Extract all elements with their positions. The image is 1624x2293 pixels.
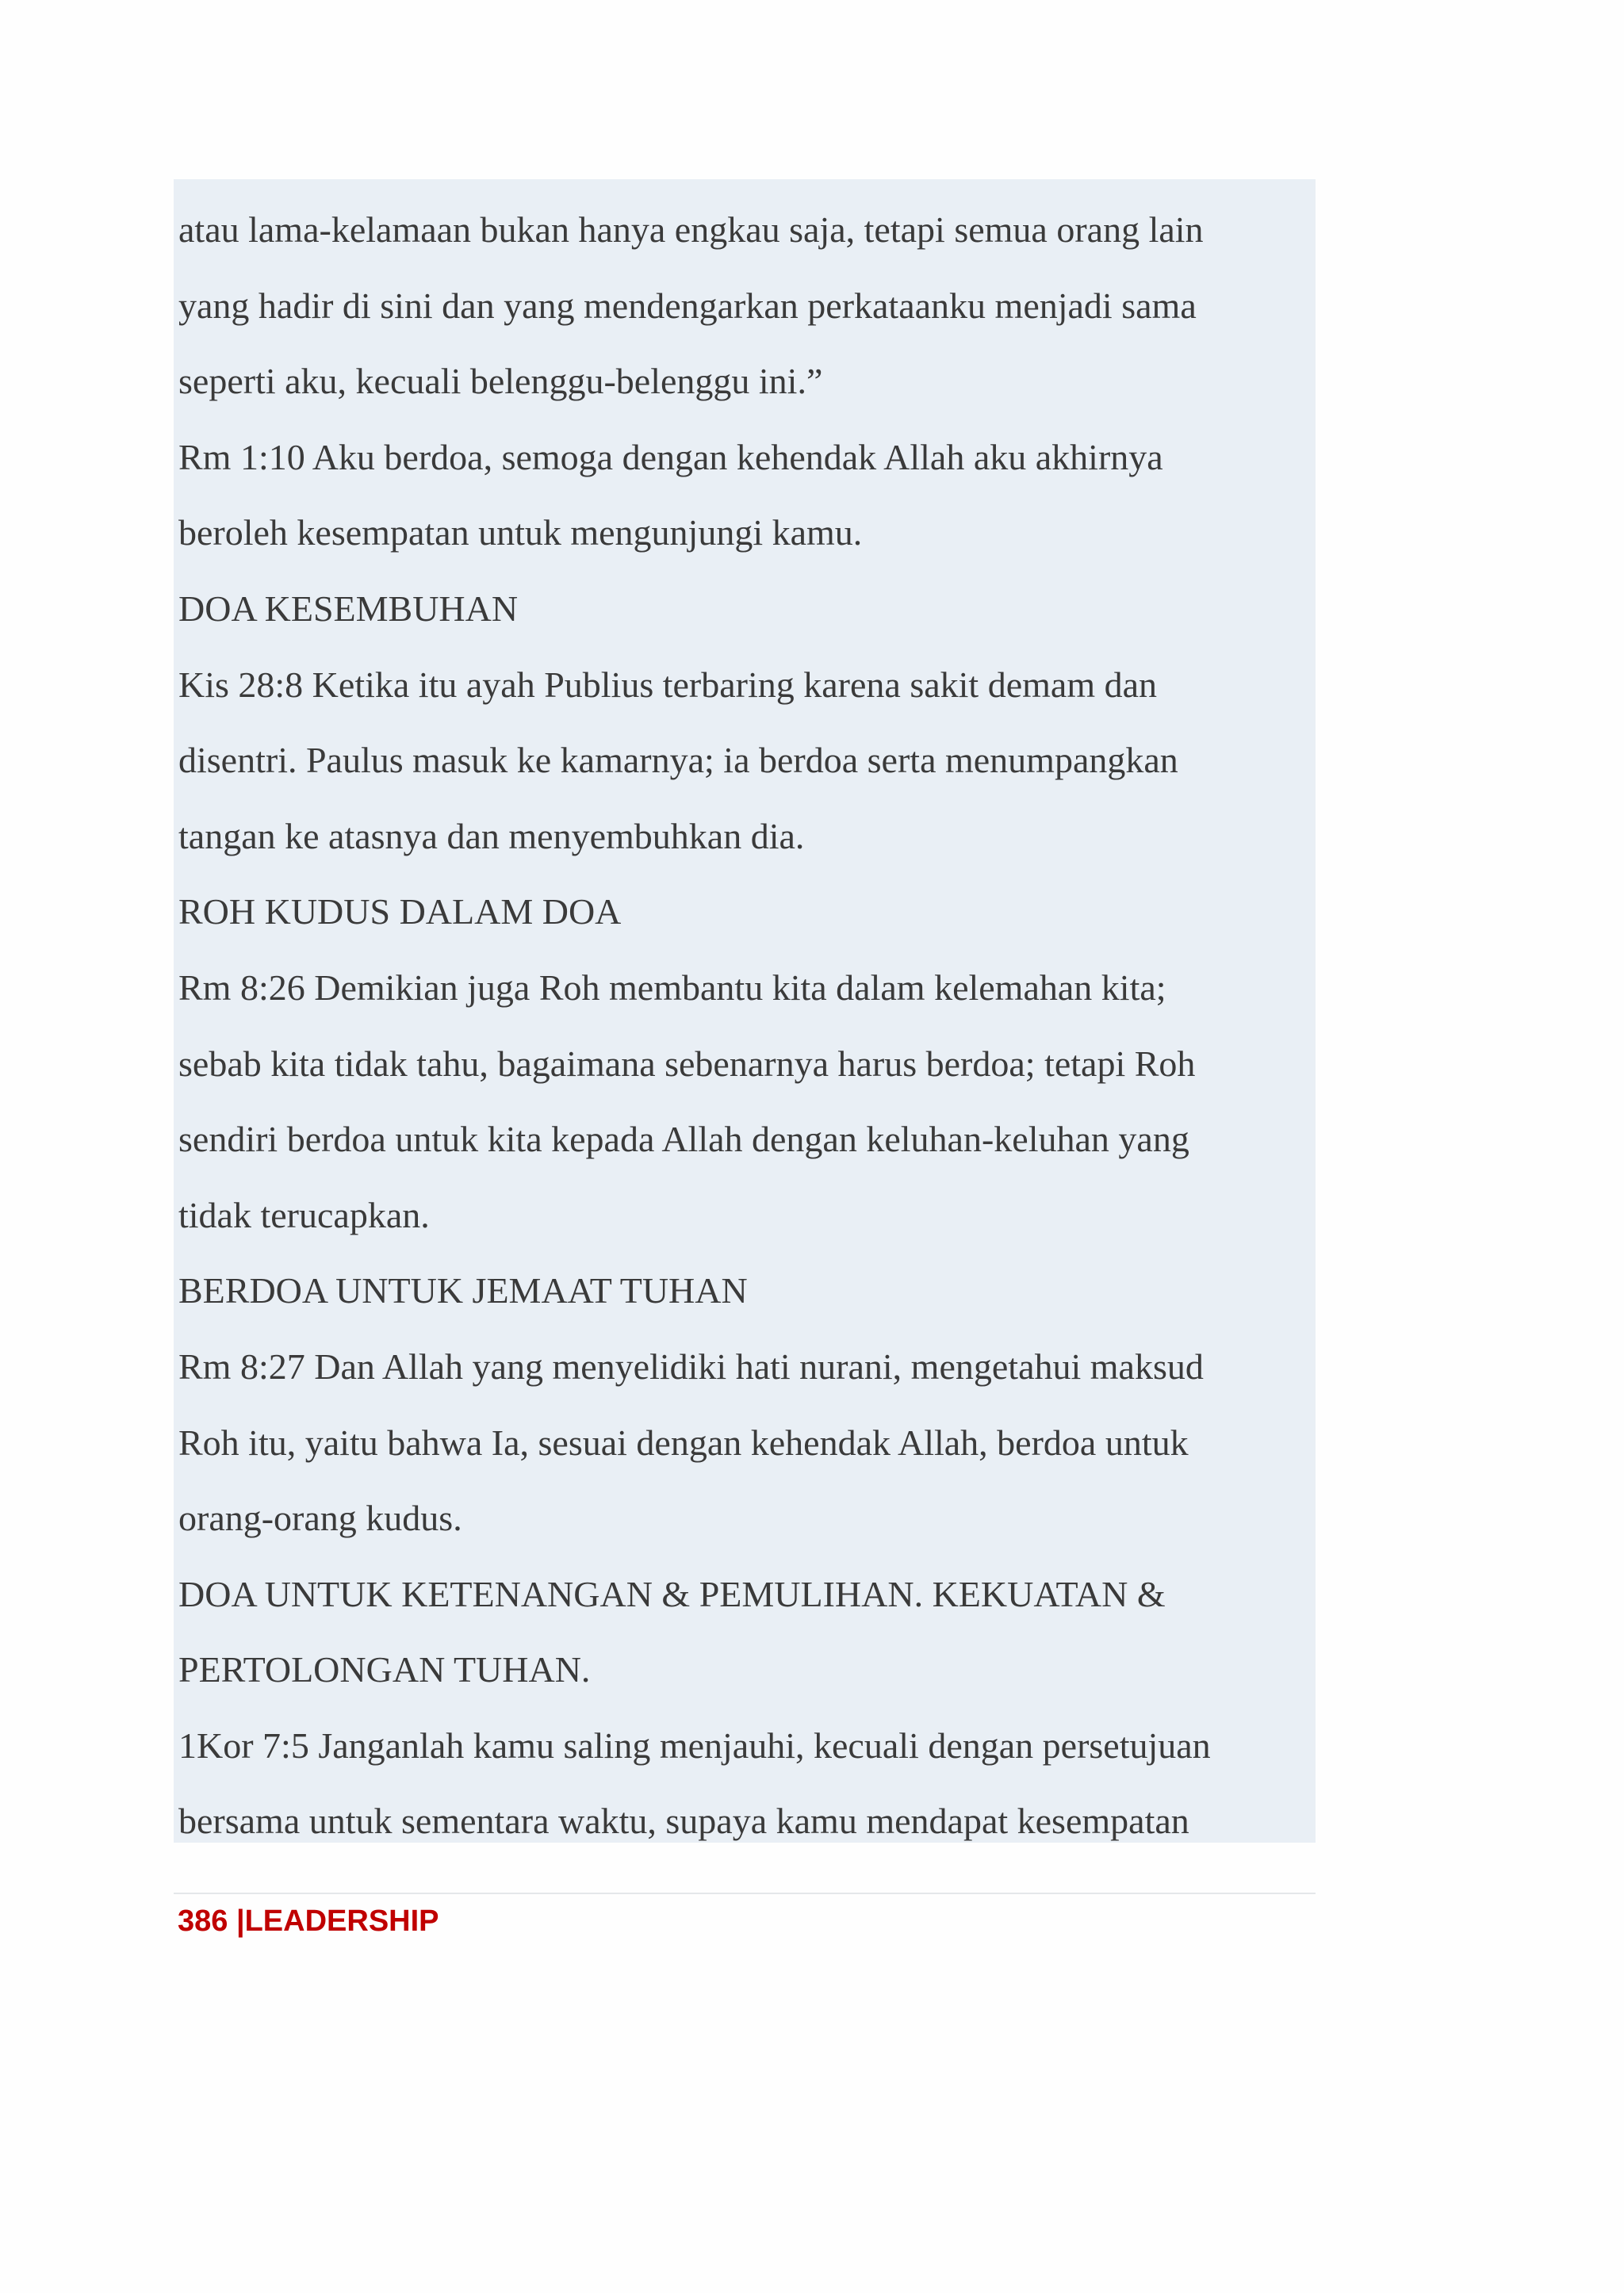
text-line: sebab kita tidak tahu, bagaimana sebenarnya harus berdoa; tetapi Roh — [178, 1043, 1196, 1084]
page-number: 386 — [178, 1904, 228, 1938]
text-line: disentri. Paulus masuk ke kamarnya; ia berdoa serta menumpangkan — [178, 740, 1178, 781]
section-heading: DOA KESEMBUHAN — [178, 588, 519, 629]
text-line: Kis 28:8 Ketika itu ayah Publius terbaring karena sakit demam dan — [178, 664, 1158, 705]
text-line: seperti aku, kecuali belenggu-belenggu ini.” — [178, 361, 823, 402]
section-heading: ROH KUDUS DALAM DOA — [178, 891, 622, 932]
text-line: sendiri berdoa untuk kita kepada Allah dengan keluhan-keluhan yang — [178, 1119, 1189, 1160]
section-heading: DOA UNTUK KETENANGAN & PEMULIHAN. KEKUATAN & — [178, 1573, 1166, 1614]
text-line: 1Kor 7:5 Janganlah kamu saling menjauhi, kecuali dengan persetujuan — [178, 1725, 1211, 1766]
body-text — [178, 192, 1312, 1859]
section-heading: BERDOA UNTUK JEMAAT TUHAN — [178, 1270, 748, 1311]
text-line: tangan ke atasnya dan menyembuhkan dia. — [178, 815, 805, 856]
text-line: beroleh kesempatan untuk mengunjungi kamu. — [178, 512, 863, 553]
text-line: orang-orang kudus. — [178, 1498, 462, 1539]
text-line: tidak terucapkan. — [178, 1194, 430, 1235]
text-line: Rm 8:26 Demikian juga Roh membantu kita dalam kelemahan kita; — [178, 967, 1166, 1008]
section-heading: PERTOLONGAN TUHAN. — [178, 1649, 591, 1690]
text-line: Roh itu, yaitu bahwa Ia, sesuai dengan kehendak Allah, berdoa untuk — [178, 1422, 1189, 1463]
footer-divider — [174, 1893, 1316, 1894]
text-line: atau lama-kelamaan bukan hanya engkau saja, tetapi semua orang lain — [178, 209, 1204, 250]
footer-section-label: |LEADERSHIP — [228, 1904, 439, 1938]
text-line: bersama untuk sementara waktu, supaya kamu mendapat kesempatan — [178, 1801, 1189, 1842]
text-line: Rm 1:10 Aku berdoa, semoga dengan kehendak Allah aku akhirnya — [178, 436, 1163, 477]
text-line: yang hadir di sini dan yang mendengarkan perkataanku menjadi sama — [178, 285, 1197, 326]
text-line: Rm 8:27 Dan Allah yang menyelidiki hati nurani, mengetahui maksud — [178, 1346, 1204, 1387]
page-footer — [178, 1901, 439, 1941]
